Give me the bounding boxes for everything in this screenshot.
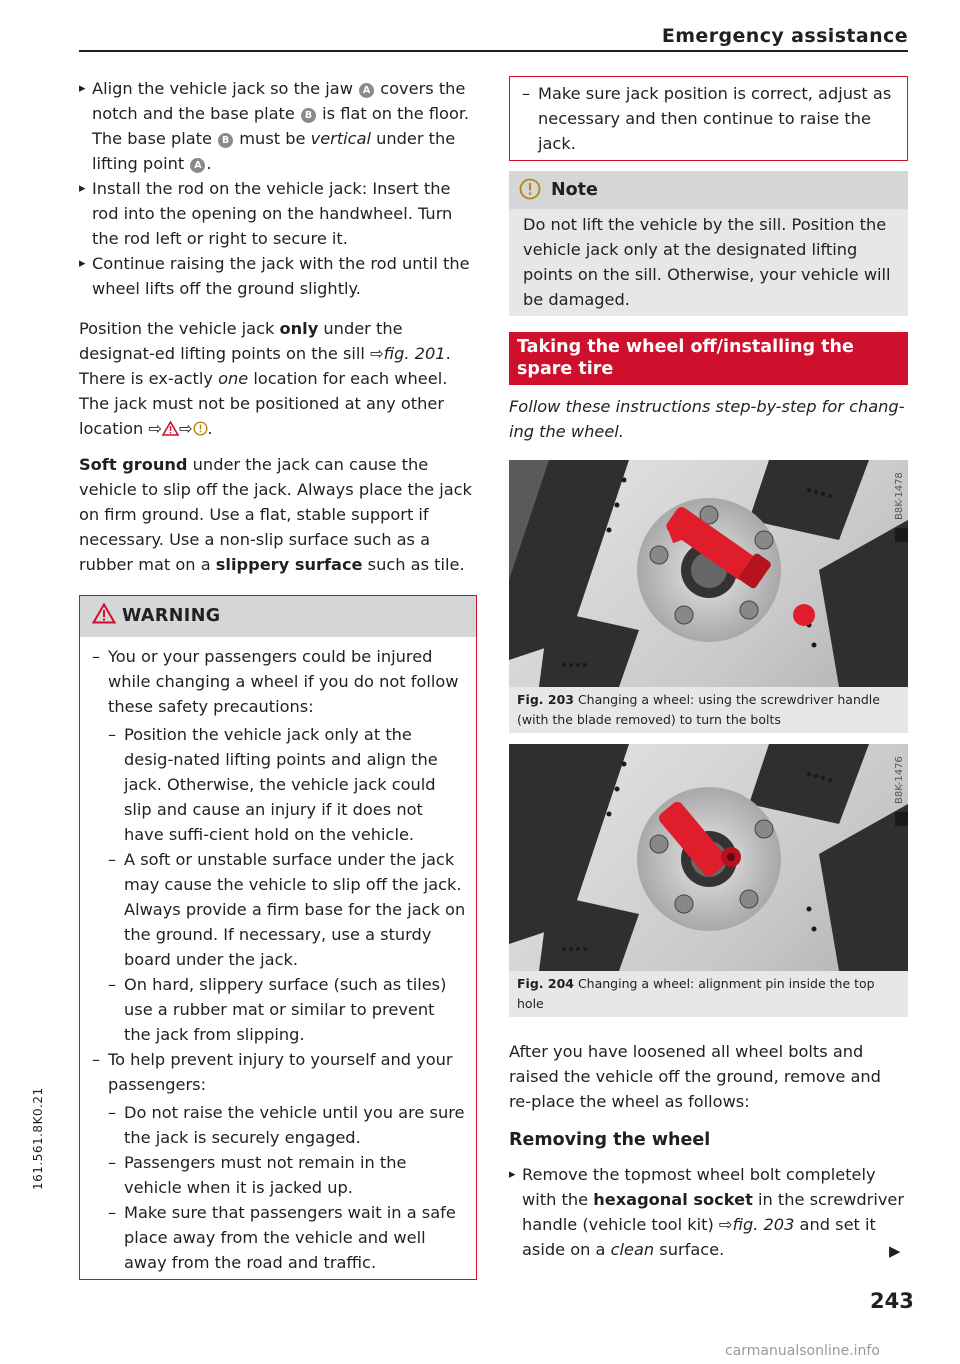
figure-caption [509,971,908,1017]
warning-subitem: – Position the vehicle jack only at the desig-nated lifting points and align the jack. Otherwise, the vehicle jack could slip and cause an injury if it does not have suffi-cient hold on the vehicle. [108,722,466,847]
text-run: such as tile. [362,555,465,574]
section-title: Taking the wheel off/installing the spare tire [509,332,908,385]
figure-code: B8K-1478 [894,472,905,520]
text-run: Align the vehicle jack so the jaw [92,79,359,98]
emphasis: clean [610,1240,655,1259]
note-circle-icon [193,421,208,436]
text-run: Remove the topmost wheel bolt completely with the [522,1165,876,1209]
figure-label: Fig. 203 [517,692,574,707]
text-run: . [206,154,212,173]
emphasis: vertical [310,129,371,148]
text-run: under the lifting point [92,129,456,173]
emphasis: only [279,319,319,338]
emphasis: hexagonal socket [593,1190,753,1209]
caption-text: Changing a wheel: using the screwdriver handle (with the blade removed) to turn the bolts [517,692,880,727]
warning-body [80,637,476,1279]
continued-warning-box [509,76,908,161]
arrow-ref-icon: ⇨ [718,1215,733,1234]
watermark-logo: carmanualsonline.info [725,1343,880,1359]
right-column [509,76,908,1262]
text-run: . There is ex-actly [79,344,451,388]
warning-subitem: – Make sure that passengers wait in a safe place away from the vehicle and well away from the road and traffic. [108,1200,466,1275]
paragraph-after-loosened: After you have loosened all wheel bolts and raised the vehicle off the ground, remove and re-place the wheel as follows: [509,1042,881,1111]
subheading-removing-wheel: Removing the wheel [509,1130,711,1150]
step-align-jack [79,76,477,176]
arrow-ref-icon: ⇨ [370,344,384,363]
warning-subitem: – A soft or unstable surface under the jack may cause the vehicle to slip off the jack. Always provide a firm base for the jack on the ground. If necessary, use a sturdy board under the jack. [108,847,466,972]
figure-code: B8K-1476 [894,756,905,804]
marker-b-icon: B [301,108,316,123]
page-header-title: Emergency assistance [661,25,908,47]
paragraph-position-jack: Position the vehicle jack only under the designat-ed lifting points on the sill ⇨fig. 201. There is ex-actly one location for each wheel. The jack must not be positioned at any other location ⇨ ⇨ . [79,319,451,438]
warning-title: WARNING [122,606,221,626]
section-intro [509,394,908,444]
text-run: is flat on the floor. The base plate [92,104,470,148]
wheel-drawing [509,744,908,971]
continue-arrow-icon: ▶ [889,1242,901,1260]
emphasis: Soft ground [79,455,188,474]
note-header [509,171,908,209]
wheel-drawing [509,460,908,687]
note-circle-icon [519,178,541,200]
document-code: 161.561.8K0.21 [31,1087,45,1190]
step-install-rod: ▸ Install the rod on the vehicle jack: Insert the rod into the opening on the handwheel. Turn the rod left or right to secure it. [79,176,477,251]
note-text: Do not lift the vehicle by the sill. Position the vehicle jack only at the designated lifting points on the sill. Otherwise, your vehicle will be damaged. [523,215,891,309]
warning-box [79,595,477,1280]
wheel-illustration-203 [509,460,908,687]
step-raise-jack: ▸ Continue raising the jack with the rod until the wheel lifts off the ground slightly. [79,251,477,301]
warning-item: – You or your passengers could be injured while changing a wheel if you do not follow these safety precautions: [92,644,466,719]
text-run: in the screwdriver handle (vehicle tool kit) [522,1190,905,1234]
caption-text: Changing a wheel: alignment pin inside the top hole [517,976,875,1011]
text-run: under the designat-ed lifting points on the sill [79,319,403,363]
fig-ref-link[interactable]: fig. 203 [732,1215,795,1234]
warning-triangle-icon [162,421,179,436]
arrow-ref-icon: ⇨ [178,419,193,438]
text-run: surface. [654,1240,725,1259]
marker-b-icon: B [218,133,233,148]
figure-204 [509,744,908,1017]
step-remove-bolt [509,1162,908,1262]
text-run: location for each wheel. The jack must not be positioned at any other location [79,369,448,438]
left-column [79,76,477,1280]
warning-subitem: – Passengers must not remain in the vehicle when it is jacked up. [108,1150,466,1200]
wheel-illustration-204 [509,744,908,971]
warning-subitem: – Do not raise the vehicle until you are sure the jack is securely engaged. [108,1100,466,1150]
emphasis: one [218,369,249,388]
warning-item: – To help prevent injury to yourself and your passengers: [92,1047,466,1097]
paragraph-soft-ground [79,452,477,577]
marker-a-icon: A [190,158,205,173]
warning-triangle-icon [92,603,116,624]
marker-a-icon: A [359,83,374,98]
text-run: under the jack can cause the vehicle to slip off the jack. Always place the jack on firm ground. Use a flat, stable support if necessary. Use a non-slip surface such as a rubber mat on a [79,455,472,574]
note-box [509,171,908,316]
arrow-ref-icon: ⇨ [148,419,162,438]
text-run: must be [234,129,311,148]
warning-subitem: – On hard, slippery surface (such as tiles) use a rubber mat or similar to prevent the jack from slipping. [108,972,466,1047]
warning-header [80,596,476,637]
note-title: Note [551,180,598,200]
emphasis: Follow these instructions step-by-step for chang-ing the wheel. [509,397,905,441]
emphasis: slippery surface [215,555,363,574]
warning-subitem: – Make sure jack position is correct, adjust as necessary and then continue to raise the jack. [522,81,897,156]
text-run: Position the vehicle jack [79,319,280,338]
header-rule [79,50,908,52]
page-number: 243 [870,1289,914,1313]
figure-caption [509,687,908,733]
fig-ref-link[interactable]: fig. 201 [383,344,446,363]
text-run: and set it aside on a [522,1215,876,1259]
text-run: covers the notch and the base plate [92,79,466,123]
figure-label: Fig. 204 [517,976,574,991]
figure-203 [509,460,908,733]
